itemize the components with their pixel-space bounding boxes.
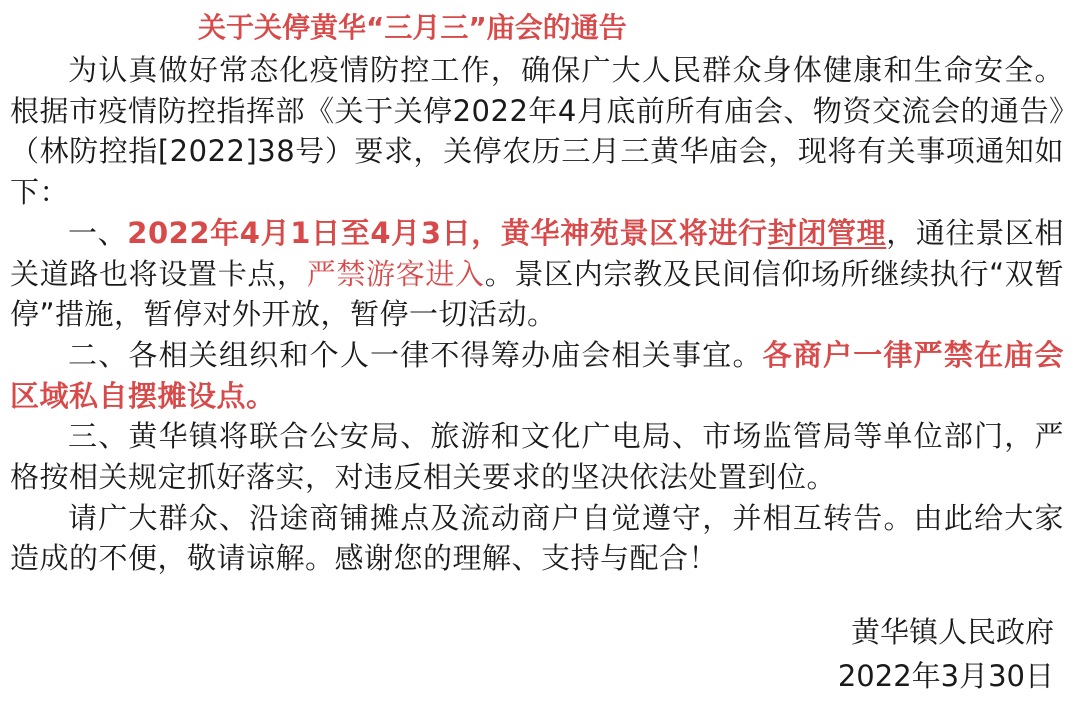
item-1-paragraph (10, 213, 1064, 335)
intro-text: 为认真做好常态化疫情防控工作，确保广大人民群众身体健康和生命安全。根据市疫情防控指挥部《关于关停2022年4月底前所有庙会、物资交流会的通告》（林防控指[2022]38号）要求，关停农历三月三黄华庙会，现将有关事项通知如下： (10, 53, 1064, 210)
item-2-paragraph (10, 335, 1064, 416)
item-2-red-bold-text: 各商户一律严禁在庙会区域私自摆摊设点。 (10, 337, 1064, 413)
closing-paragraph (10, 498, 1064, 579)
signature-date: 2022年3月30日 (837, 659, 1054, 693)
item-3-text: 黄华镇将联合公安局、旅游和文化广电局、市场监管局等单位部门，严格按相关规定抓好落实，对违反相关要求的坚决依法处置到位。 (10, 419, 1064, 495)
item-3-paragraph (10, 416, 1064, 497)
item-2-prefix: 二、 (68, 337, 129, 372)
item-1-red-text: 严禁游客进入 (306, 256, 485, 291)
item-1-prefix: 一、 (68, 215, 128, 250)
item-1-suffix-text: 。景区内宗教及民间信仰场所继续执行“双暂停”措施，暂停对外开放，暂停一切活动。 (10, 256, 1064, 332)
intro-paragraph (10, 50, 1064, 213)
notice-title: 关于关停黄华“三月三”庙会的通告 (198, 11, 627, 44)
item-2-text: 各相关组织和个人一律不得筹办庙会相关事宜。 (128, 337, 763, 372)
closing-text: 请广大群众、沿途商铺摊点及流动商户自觉遵守，并相互转告。由此给大家造成的不便，敬请谅解。感谢您的理解、支持与配合！ (10, 500, 1064, 576)
signature-org: 黄华镇人民政府 (850, 615, 1054, 649)
item-3-prefix: 三、 (68, 419, 129, 454)
item-1-middle-text: ，通往景区相关道路也将设置卡点， (10, 215, 1064, 291)
item-1-underlined-text: 封闭管理 (767, 215, 887, 250)
item-1-red-bold-text: 2022年4月1日至4月3日，黄华神苑景区将进行 (127, 215, 768, 250)
